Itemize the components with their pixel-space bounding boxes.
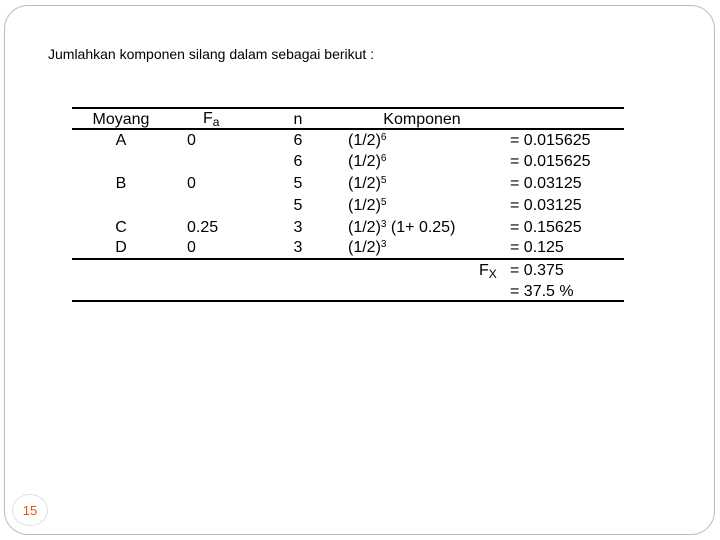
cell-fa: 0.25 — [187, 219, 219, 236]
cell-komponen: $(1/2)^6$ — [348, 132, 387, 149]
header-fa: $F_a$ — [203, 110, 220, 129]
cell-moyang: B — [115, 175, 127, 192]
cell-result: = 0.03125 — [510, 175, 582, 192]
header-moyang: Moyang — [92, 111, 150, 128]
cell-result: = 0.15625 — [510, 219, 582, 236]
cell-result: = 0.03125 — [510, 197, 582, 214]
total-percent: = 37.5 % — [510, 283, 574, 300]
table-top-rule — [72, 107, 624, 109]
cell-n: 3 — [293, 219, 303, 236]
cell-fa: 0 — [187, 239, 196, 256]
cell-n: 6 — [293, 153, 303, 170]
cell-komponen: $(1/2)^3$ — [348, 239, 387, 256]
table-sum-rule — [72, 258, 624, 260]
page-number: 15 — [12, 494, 48, 526]
cell-moyang: C — [115, 219, 127, 236]
cell-komponen: $(1/2)^5$ — [348, 197, 387, 214]
cell-komponen: $(1/2)^3$ (1+ 0.25) — [348, 219, 456, 236]
cell-n: 5 — [293, 197, 303, 214]
cell-komponen: $(1/2)^6$ — [348, 153, 387, 170]
cell-result: = 0.015625 — [510, 132, 591, 149]
cell-result: = 0.125 — [510, 239, 564, 256]
cell-moyang: D — [115, 239, 127, 256]
cell-n: 6 — [293, 132, 303, 149]
intro-text: Jumlahkan komponen silang dalam sebagai berikut : — [48, 46, 375, 62]
cell-fa: 0 — [187, 132, 196, 149]
cell-komponen: $(1/2)^5$ — [348, 175, 387, 192]
total-value: = 0.375 — [510, 262, 564, 279]
cell-moyang: A — [115, 132, 127, 149]
cell-fa: 0 — [187, 175, 196, 192]
header-n: n — [293, 111, 303, 128]
slide-frame — [4, 5, 715, 535]
header-komponen: Komponen — [383, 111, 461, 128]
total-label: $F_X$ — [479, 262, 497, 281]
cell-result: = 0.015625 — [510, 153, 591, 170]
cell-n: 5 — [293, 175, 303, 192]
cell-n: 3 — [293, 239, 303, 256]
